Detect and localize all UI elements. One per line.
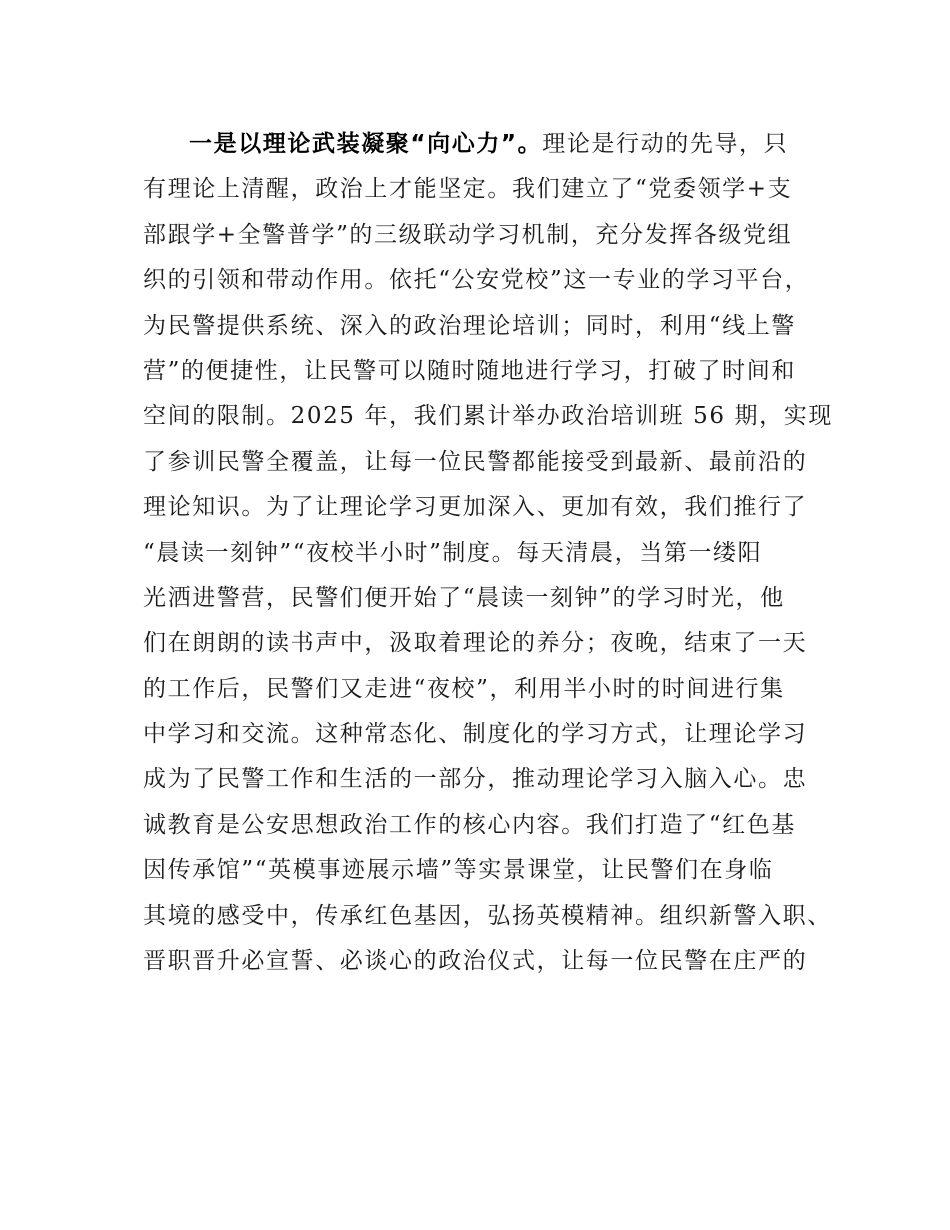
text-line: 的工作后，民警们又走进“夜校”，利用半小时的时间进行集 bbox=[143, 675, 785, 702]
text-line: 部跟学+全警普学”的三级联动学习机制，充分发挥各级党组 bbox=[143, 221, 793, 248]
text-line: 因传承馆”“英模事迹展示墙”等实景课堂，让民警们在身临 bbox=[143, 857, 774, 884]
text-line: 为民警提供系统、深入的政治理论培训；同时，利用“线上警 bbox=[143, 312, 796, 339]
text-line: 成为了民警工作和生活的一部分，推动理论学习入脑入心。忠 bbox=[143, 766, 808, 793]
text-line: 其境的感受中，传承红色基因，弘扬英模精神。组织新警入职、 bbox=[143, 902, 832, 929]
text-line: 们在朗朗的读书声中，汲取着理论的养分；夜晚，结束了一天 bbox=[143, 630, 808, 657]
paragraph-first-line bbox=[143, 122, 823, 167]
lead-heading: 一是以理论武装凝聚“向心力”。 bbox=[189, 131, 543, 157]
body-paragraph bbox=[143, 122, 833, 984]
text-line: 光洒进警营，民警们便开始了“晨读一刻钟”的学习时光，他 bbox=[143, 584, 785, 611]
text-line: 营”的便捷性，让民警可以随时随地进行学习，打破了时间和 bbox=[143, 357, 796, 384]
text-line: 诚教育是公安思想政治工作的核心内容。我们打造了“红色基 bbox=[143, 811, 796, 838]
first-line-text: 理论是行动的先导，只 bbox=[542, 131, 789, 157]
text-line: 中学习和交流。这种常态化、制度化的学习方式，让理论学习 bbox=[143, 721, 808, 748]
text-line: 有理论上清醒，政治上才能坚定。我们建立了“党委领学+支 bbox=[143, 176, 793, 203]
text-line: 织的引领和带动作用。依托“公安党校”这一专业的学习平台， bbox=[143, 267, 810, 294]
text-line: 晋职晋升必宣誓、必谈心的政治仪式，让每一位民警在庄严的 bbox=[143, 948, 808, 975]
text-line: 了参训民警全覆盖，让每一位民警都能接受到最新、最前沿的 bbox=[143, 448, 808, 475]
text-line: 空间的限制。2025 年，我们累计举办政治培训班 56 期，实现 bbox=[143, 403, 833, 430]
text-line: “晨读一刻钟”“夜校半小时”制度。每天清晨，当第一缕阳 bbox=[143, 539, 763, 566]
text-line: 理论知识。为了让理论学习更加深入、更加有效，我们推行了 bbox=[143, 494, 808, 521]
